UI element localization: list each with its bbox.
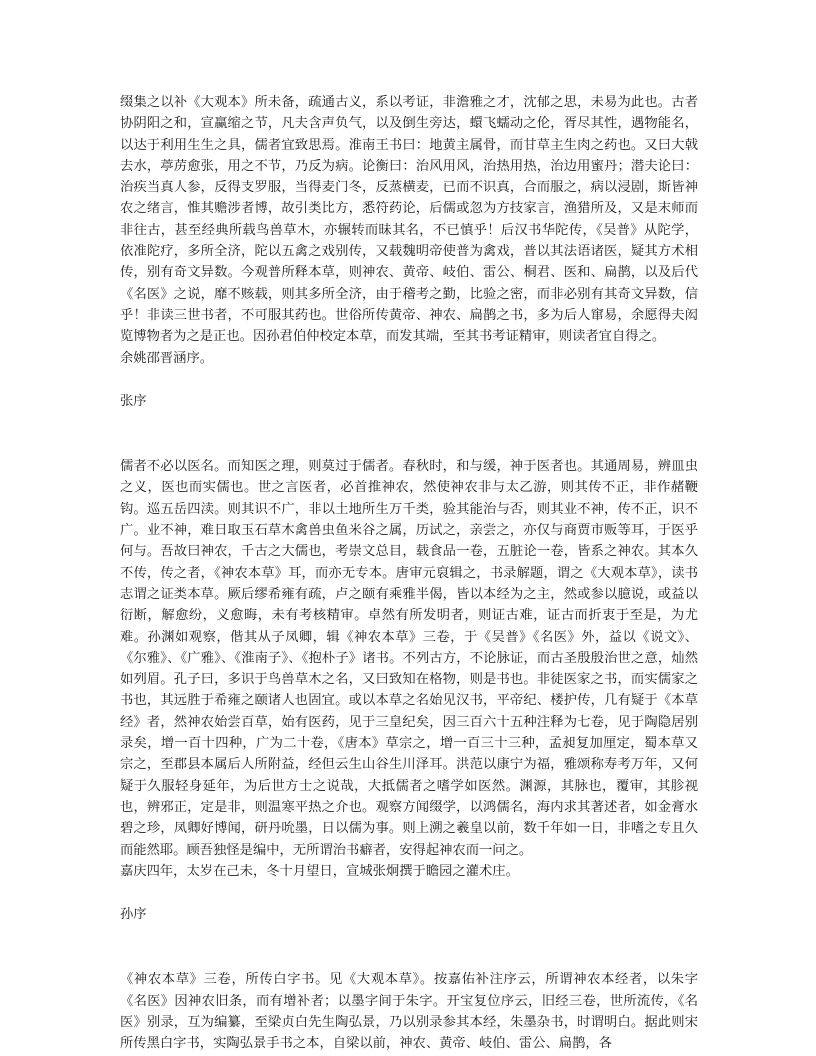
zhang-preface-signature: 嘉庆四年，太岁在己未，冬十月望日，宣城张炯撰于瞻园之灌术庄。 [120, 863, 519, 879]
shao-preface-paragraph: 缀集之以补《大观本》所未备，疏通古义，系以考证，非澹雅之才，沈郁之思，未易为此也。古者协阴阳之和，宣赢缩之节，凡夫含声负气，以及倒生旁达，蠉飞蠕动之伦，胥尽其性，遇物能名，以达于利用生生之具，儒者宜致思焉。淮南王书曰：地黄主属骨，而甘草主生肉之药也。又曰大戟去水，葶苈愈张，用之不节，乃反为病。论衡曰：治风用风，治热用热，治边用蜜丹；潜夫论曰：治疾当真人参，反得支罗服，当得麦门冬，反蒸横麦，已而不识真，合而服之，病以浸剧，斯皆神农之绪言，惟其赡涉者博，故引类比方，悉符药论，后儒或忽为方技家言，渔猎所及，又是末师而非往古，甚至经典所载鸟兽草木，亦辗转而昧其名，不已慎乎！后汉书华陀传，《吴普》从陀学，依准陀疗，多所全济，陀以五禽之戏别传，又载魏明帝使普为禽戏，普以其法语诸医，疑其方术相传，别有奇文异数。今观普所释本草，则神农、黄帝、岐伯、雷公、桐君、医和、扁鹊，以及后代《名医》之说，靡不赅载，则其多所全济，由于稽考之勤，比验之密，而非必别有其奇文异数，信乎！非读三世书者，不可服其药也。世俗所传黄帝、神农、扁鹊之书，多为后人窜易，余愿得夫闳览博物者为之是正也。因孙君伯仲校定本草，而发其端，至其书考证精审，则读者宜自得之。 [120, 95, 698, 345]
shao-preface-signature: 余姚邵晋涵序。 [120, 350, 214, 366]
zhang-preface-heading: 张序 [120, 393, 147, 409]
zhang-preface-paragraph: 儒者不必以医名。而知医之理，则莫过于儒者。春秋时，和与缓，神于医者也。其通周易，辨皿虫之义，医也而实儒也。世之言医者，必首推神农，然使神农非与太乙游，则其传不正，非作赭鞭钩。巡五岳四渎。则其识不广，非以土地所生万千类，验其能治与否，则其业不神，传不正，识不广。业不神，难日取玉石草木禽兽虫鱼米谷之属，历试之，亲尝之，亦仅与商贾市贩等耳，于医乎何与。吾故曰神农，千古之大儒也，考崇文总目，载食品一卷，五脏论一卷，皆系之神农。其本久不传，传之者，《神农本草》耳，而亦无专本。唐审元裒辑之，书录解题，谓之《大观本草》，读书志谓之证类本草。厥后缪希雍有疏，卢之颐有乘雅半偈，皆以本经为之主，然或参以臆说，或益以衍断，解愈纷，义愈晦，未有考核精审。卓然有所发明者，则证古难，证古而折衷于至是，为尤难。孙渊如观察，偕其从子凤卿，辑《神农本草》三卷，于《吴普》《名医》外，益以《说文》、《尔雅》、《广雅》、《淮南子》、《抱朴子》诸书。不列古方，不论脉证，而古圣殷殷治世之意，灿然如列眉。孔子曰，多识于鸟兽草木之名，又曰致知在格物，则是书也。非徒医家之书，而实儒家之书也，其远胜于希雍之颐诸人也固宜。或以本草之名始见汉书，平帝纪、楼护传，几有疑于《本草经》者，然神农始尝百草，始有医药，见于三皇纪矣，因三百六十五种注释为七卷，见于陶隐居别录矣，增一百十四种，广为二十卷，《唐本》草宗之，增一百三十三种，孟昶复加厘定，蜀本草又宗之，至郡县本属后人所附益，经但云生山谷生川泽耳。洪范以康宁为福，雅颂称寿考万年，又何疑于久服轻身延年，为后世方士之说哉，大抵儒者之嗜学如医然。渊源，其脉也，覆审，其胗视也，辨邪正，定是非，则温寒平热之介也。观察方闻缀学，以鸿儒名，海内求其著述者，如金膏水碧之珍，凤卿好博闻，研丹吮墨，日以儒为事。则上溯之羲皇以前，数千年如一日，非嗜之专且久而能然耶。顾吾独怪是编中，无所谓治书癖者，安得起神农而一问之。 [120, 459, 698, 858]
document-page [120, 92, 698, 1055]
sun-preface-paragraph: 《神农本草》三卷，所传白字书。见《大观本草》。按嘉佑补注序云，所谓神农本经者，以朱字《名医》因神农旧条，而有增补者；以墨字间于朱字。开宝复位序云，旧经三卷，世所流传，《名医》别录，互为编纂，至梁贞白先生陶弘景，乃以别录参其本经，朱墨杂书，时谓明白。据此则宋所传黑白字书，实陶弘景手书之本，自梁以前，神农、黄帝、岐伯、雷公、扁鹊，各 [120, 972, 698, 1052]
sun-preface-heading: 孙序 [120, 907, 147, 923]
